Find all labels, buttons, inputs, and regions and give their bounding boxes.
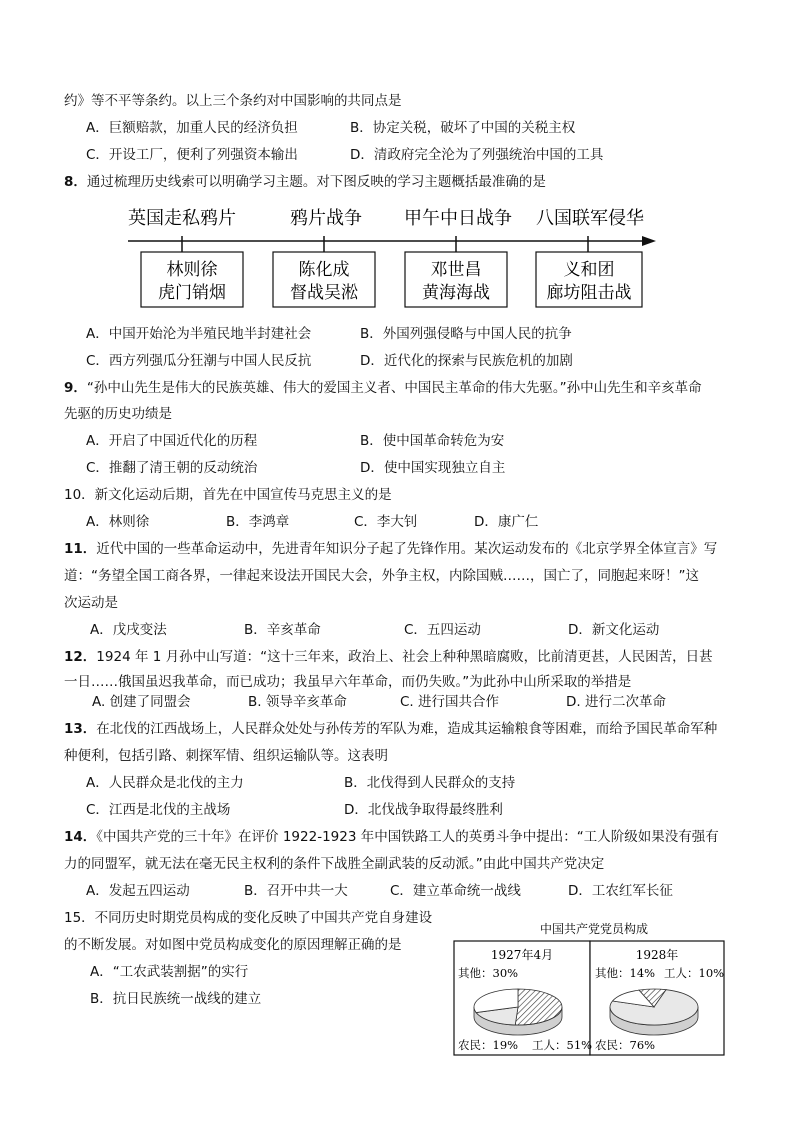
q11-number: 11． <box>64 541 97 557</box>
q15-stem-line-2: 的不断发展。对如图中党员构成变化的原因理解正确的是 <box>64 937 402 953</box>
timeline-event-4: 八国联军侵华 <box>536 208 644 229</box>
q9-text: “孙中山先生是伟大的民族英雄、伟大的爱国主义者、中国民主革命的伟大先驱。”孙中山先生和辛亥革命 <box>86 380 702 396</box>
q14-stem-line-2: 力的同盟军，就无法在毫无民主权利的条件下战胜全副武装的反动派。”由此中国共产党决定 <box>64 856 605 872</box>
timeline-event-2: 鸦片战争 <box>290 208 362 229</box>
q8-timeline-diagram <box>120 200 665 315</box>
q12-stem-line-2: 一日……俄国虽迟我革命，而已成功；我虽早六年革命，而仍失败。”为此孙中山所采取的举措是 <box>64 674 632 690</box>
timeline-arrow-head <box>642 236 656 246</box>
q12-option-a[interactable]: A. 创建了同盟会 <box>92 694 191 710</box>
q10-option-d[interactable]: D．康广仁 <box>474 514 539 530</box>
pie-1928-farmer-label: 农民：76% <box>595 1038 656 1052</box>
q15-pie-chart-figure <box>452 915 728 1057</box>
q14-option-b[interactable]: B．召开中共一大 <box>244 883 348 899</box>
q10-option-a[interactable]: A．林则徐 <box>86 514 150 530</box>
q8-option-d[interactable]: D．近代化的探索与民族危机的加剧 <box>360 353 573 369</box>
pie-1928-other-label: 其他：14% <box>595 966 656 980</box>
q11-stem-line-2: 道：“务望全国工商各界，一律起来设法开国民大会，外争主权，内除国贼……，国亡了，同胞起来呀！”这 <box>64 568 699 584</box>
q14-text: 《中国共产党的三十年》在评价 1922-1923 年中国铁路工人的英勇斗争中提出：“工人阶级如果没有强有 <box>96 829 719 845</box>
q14-stem-line-1 <box>64 828 719 846</box>
q15-stem-line-1: 15．不同历史时期党员构成的变化反映了中国共产党自身建设 <box>64 910 433 926</box>
timeline-box-2-line-2: 督战吴淞 <box>290 283 358 303</box>
q13-option-b[interactable]: B．北伐得到人民群众的支持 <box>344 775 516 791</box>
q11-stem-line-3: 次运动是 <box>64 595 118 611</box>
q13-option-a[interactable]: A．人民群众是北伐的主力 <box>86 775 244 791</box>
timeline-box-4-line-2: 廊坊阻击战 <box>546 283 632 303</box>
q7-option-d[interactable]: D．清政府完全沦为了列强统治中国的工具 <box>350 147 604 163</box>
q7-option-c[interactable]: C．开设工厂，便利了列强资本输出 <box>86 147 298 163</box>
timeline-event-1: 英国走私鸦片 <box>128 208 236 229</box>
timeline-event-3: 甲午中日战争 <box>404 208 512 229</box>
q11-option-a[interactable]: A．戊戌变法 <box>90 622 167 638</box>
q13-stem-line-2: 种便利，包括引路、刺探军情、组织运输队等。这表明 <box>64 748 388 764</box>
q12-option-d[interactable]: D. 进行二次革命 <box>566 694 666 710</box>
q12-stem-line-1 <box>64 648 713 666</box>
q15-option-a[interactable]: A．“工农武装割据”的实行 <box>90 964 249 980</box>
q11-option-c[interactable]: C．五四运动 <box>404 622 481 638</box>
q9-option-d[interactable]: D．使中国实现独立自主 <box>360 460 506 476</box>
pie-1927-worker-label: 工人：51% <box>532 1038 593 1052</box>
q13-option-d[interactable]: D．北伐战争取得最终胜利 <box>344 802 503 818</box>
pie-1928-year: 1928年 <box>635 948 679 962</box>
timeline-box-1-line-2: 虎门销烟 <box>158 283 226 303</box>
q10-option-c[interactable]: C．李大钊 <box>354 514 418 530</box>
q10-option-b[interactable]: B．李鸿章 <box>226 514 290 530</box>
q13-number: 13． <box>64 721 97 737</box>
q8-option-b[interactable]: B．外国列强侵略与中国人民的抗争 <box>360 326 572 342</box>
q9-stem-line-2: 先驱的历史功绩是 <box>64 406 172 422</box>
q11-text: 近代中国的一些革命运动中，先进青年知识分子起了先锋作用。某次运动发布的《北京学界全体宣言》写 <box>96 541 718 557</box>
q8-stem <box>64 173 546 191</box>
pie-1928 <box>610 989 698 1035</box>
q14-option-d[interactable]: D．工农红军长征 <box>568 883 673 899</box>
q8-option-c[interactable]: C．西方列强瓜分狂潮与中国人民反抗 <box>86 353 312 369</box>
q7-stem-end: 约》等不平等条约。以上三个条约对中国影响的共同点是 <box>64 93 402 109</box>
q9-option-a[interactable]: A．开启了中国近代化的历程 <box>86 433 258 449</box>
pie-1927-farmer-label: 农民：19% <box>458 1038 519 1052</box>
q8-option-a[interactable]: A．中国开始沦为半殖民地半封建社会 <box>86 326 312 342</box>
timeline-box-2-line-1: 陈化成 <box>298 260 350 280</box>
q9-number: 9． <box>64 380 87 396</box>
pie-1927-other-label: 其他：30% <box>458 966 519 980</box>
q13-option-c[interactable]: C．江西是北伐的主战场 <box>86 802 231 818</box>
pie-figure-title: 中国共产党党员构成 <box>539 922 649 936</box>
q10-stem: 10．新文化运动后期，首先在中国宣传马克思主义的是 <box>64 487 392 503</box>
pie-1928-worker-label: 工人：10% <box>664 966 725 980</box>
q9-stem-line-1 <box>64 379 702 397</box>
q9-option-c[interactable]: C．推翻了清王朝的反动统治 <box>86 460 258 476</box>
q11-option-d[interactable]: D．新文化运动 <box>568 622 660 638</box>
q8-text: 通过梳理历史线索可以明确学习主题。对下图反映的学习主题概括最准确的是 <box>86 174 546 190</box>
timeline-box-3-line-1: 邓世昌 <box>430 260 482 280</box>
pie-1927-year: 1927年4月 <box>490 948 554 962</box>
q7-option-a[interactable]: A．巨额赔款，加重人民的经济负担 <box>86 120 298 136</box>
timeline-box-1-line-1: 林则徐 <box>166 260 218 280</box>
q9-option-b[interactable]: B．使中国革命转危为安 <box>360 433 505 449</box>
q8-number: 8． <box>64 174 87 190</box>
q15-option-b[interactable]: B．抗日民族统一战线的建立 <box>90 991 262 1007</box>
q14-option-c[interactable]: C．建立革命统一战线 <box>390 883 521 899</box>
q13-text: 在北伐的江西战场上，人民群众处处与孙传芳的军队为难，造成其运输粮食等困难，而给予国民革命军种 <box>96 721 718 737</box>
q11-option-b[interactable]: B．辛亥革命 <box>244 622 321 638</box>
timeline-box-4-line-1: 义和团 <box>563 260 615 280</box>
pie-1927 <box>474 989 562 1035</box>
q12-option-c[interactable]: C. 进行国共合作 <box>400 694 500 710</box>
q12-option-b[interactable]: B. 领导辛亥革命 <box>248 694 347 710</box>
q11-stem-line-1 <box>64 540 717 558</box>
q7-option-b[interactable]: B．协定关税，破坏了中国的关税主权 <box>350 120 576 136</box>
q14-number: 14． <box>64 829 97 845</box>
q12-text: 1924 年 1 月孙中山写道：“这十三年来，政治上、社会上种种黑暗腐败，比前清更甚，人民困苦，日甚 <box>96 649 713 665</box>
q13-stem-line-1 <box>64 720 717 738</box>
q14-option-a[interactable]: A．发起五四运动 <box>86 883 190 899</box>
timeline-box-3-line-2: 黄海海战 <box>422 283 490 303</box>
q12-number: 12． <box>64 649 97 665</box>
